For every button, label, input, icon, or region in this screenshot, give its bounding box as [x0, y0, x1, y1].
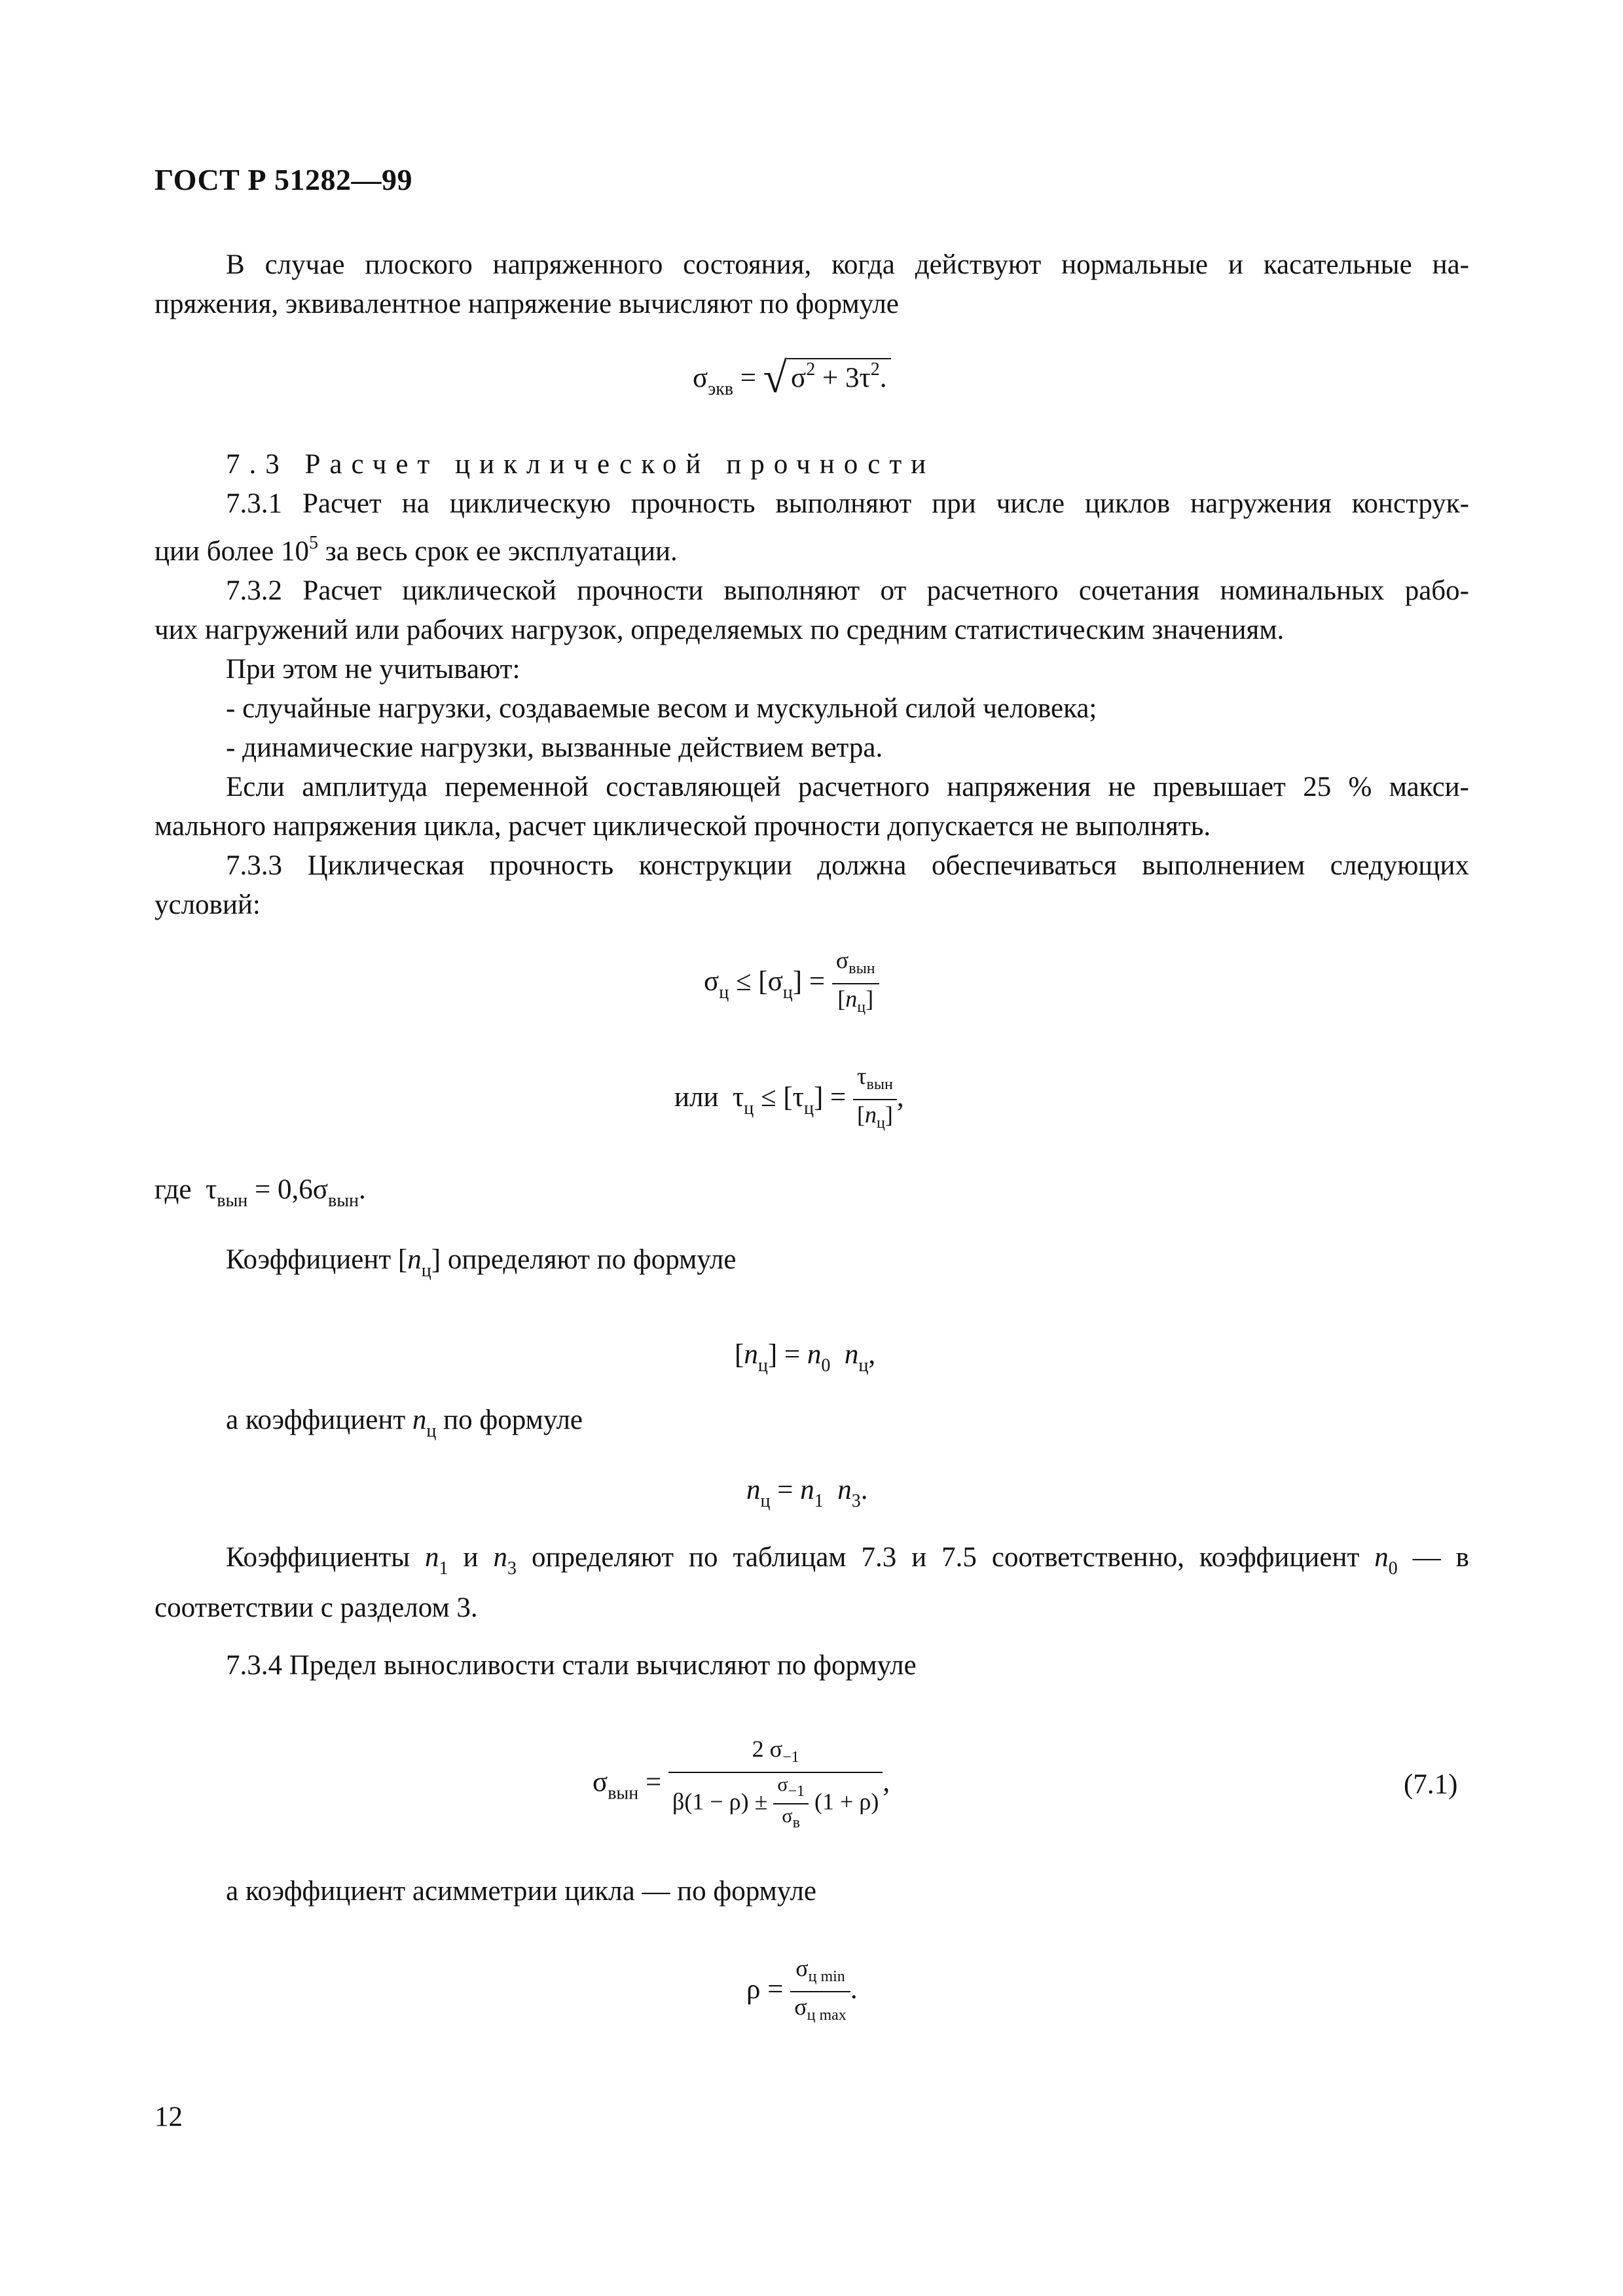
- formula-cyclic-sigma: $\sigma_ц \le [\sigma_ц]$ = $\frac{\sigma_{вын}}{[n_ц]}$: [704, 946, 879, 1022]
- list-item: - динамические нагрузки, вызванные действием ветра.: [226, 732, 883, 763]
- section-7-3: 7.3 Расчет циклической прочности 7.3.1 Расчет на циклическую прочность выполняют при числе циклов нагружения конструк- ции более $10^5$ за весь срок ее эксплуатации. 7.3.2 Расчет циклической прочности выполняют от расчетного сочетания номинальных рабо- чих нагружений или рабочих нагрузок, определяемых по средним статистическим значениям. При этом не учитывают: - случайные нагрузки, создаваемые весом и мускульной силой человека; - динамические нагрузки, вызванные действием ветра. Если амплитуда переменной составляющей расчетного напряжения не превышает 25 % макси- мального напряжения цикла, расчет циклической прочности допускается не выполнять. 7.3.3 Циклическая прочность конструкции должна обеспечиваться выполнением следующих условий:: [155, 445, 1469, 925]
- paragraph-coefficient-nts: Коэффициент $[n_ц]$ определяют по формуле: [226, 1244, 737, 1281]
- formula-endurance-limit: $\sigma_{вын}$ = 2 $\sigma_{-1}$ β(1 − ρ) ± $\frac{\sigma_{-1}}{\sigma_в}$ (1 + ρ) ,: [593, 1734, 890, 1835]
- formula-nts-bracket: $[n_ц] = n_0$ $n_ц$,: [735, 1339, 876, 1376]
- fraction: $\frac{\tau_{вын}}{[n_ц]}$: [853, 1062, 897, 1138]
- fraction: $\frac{\sigma_{вын}}{[n_ц]}$: [832, 946, 879, 1022]
- paragraph-coefficient-nts-2: а коэффициент $n_ц$ по формуле: [226, 1405, 583, 1441]
- formula-equivalent-stress: $\sigma_{экв}$ = √ $\sigma^2 + 3\tau^2$.: [693, 353, 891, 403]
- fraction: $\frac{\sigma_{ц min}}{\sigma_{ц max}}$: [790, 1954, 850, 2030]
- formula-asymmetry: ρ = $\frac{\sigma_{ц min}}{\sigma_{ц max}}$ .: [746, 1954, 858, 2030]
- page-number: 12: [155, 2102, 183, 2132]
- paragraph-plane-stress: В случае плоского напряженного состояния, когда действуют нормальные и касательные на- пряжения, эквивалентное напряжение вычисляют по формуле: [155, 249, 1469, 319]
- section-title: 7.3 Расчет циклической прочности: [226, 449, 936, 480]
- paragraph-asymmetry: а коэффициент асимметрии цикла — по формуле: [226, 1876, 816, 1907]
- formula-cyclic-tau: или $\tau_ц \le [\tau_ц]$ = $\frac{\tau_{вын}}{[n_ц]}$ ,: [674, 1062, 904, 1138]
- equation-number: (7.1): [1404, 1769, 1458, 1800]
- formula-nts: $n_ц = n_1$ $n_3$.: [746, 1475, 868, 1511]
- paragraph-coefficients: Коэффициенты $n_1$ и $n_3$ определяют по таблицам 7.3 и 7.5 соответственно, коэффициент $n_0$ — в соответствии с разделом 3.: [155, 1542, 1469, 1623]
- paragraph-7-3-4: 7.3.4 Предел выносливости стали вычисляют по формуле: [226, 1650, 917, 1681]
- document-header: ГОСТ Р 51282—99: [155, 163, 412, 196]
- fraction: $\frac{\sigma_{-1}}{\sigma_в}$: [773, 1773, 809, 1835]
- fraction: 2 $\sigma_{-1}$ β(1 − ρ) ± $\frac{\sigma_{-1}}{\sigma_в}$ (1 + ρ): [668, 1734, 883, 1835]
- sqrt-symbol: √ $\sigma^2 + 3\tau^2$.: [763, 353, 891, 403]
- where-clause: где $\tau_{вын} = 0,6\sigma_{вын}$.: [155, 1174, 366, 1211]
- list-item: - случайные нагрузки, создаваемые весом и мускульной силой человека;: [226, 693, 1097, 724]
